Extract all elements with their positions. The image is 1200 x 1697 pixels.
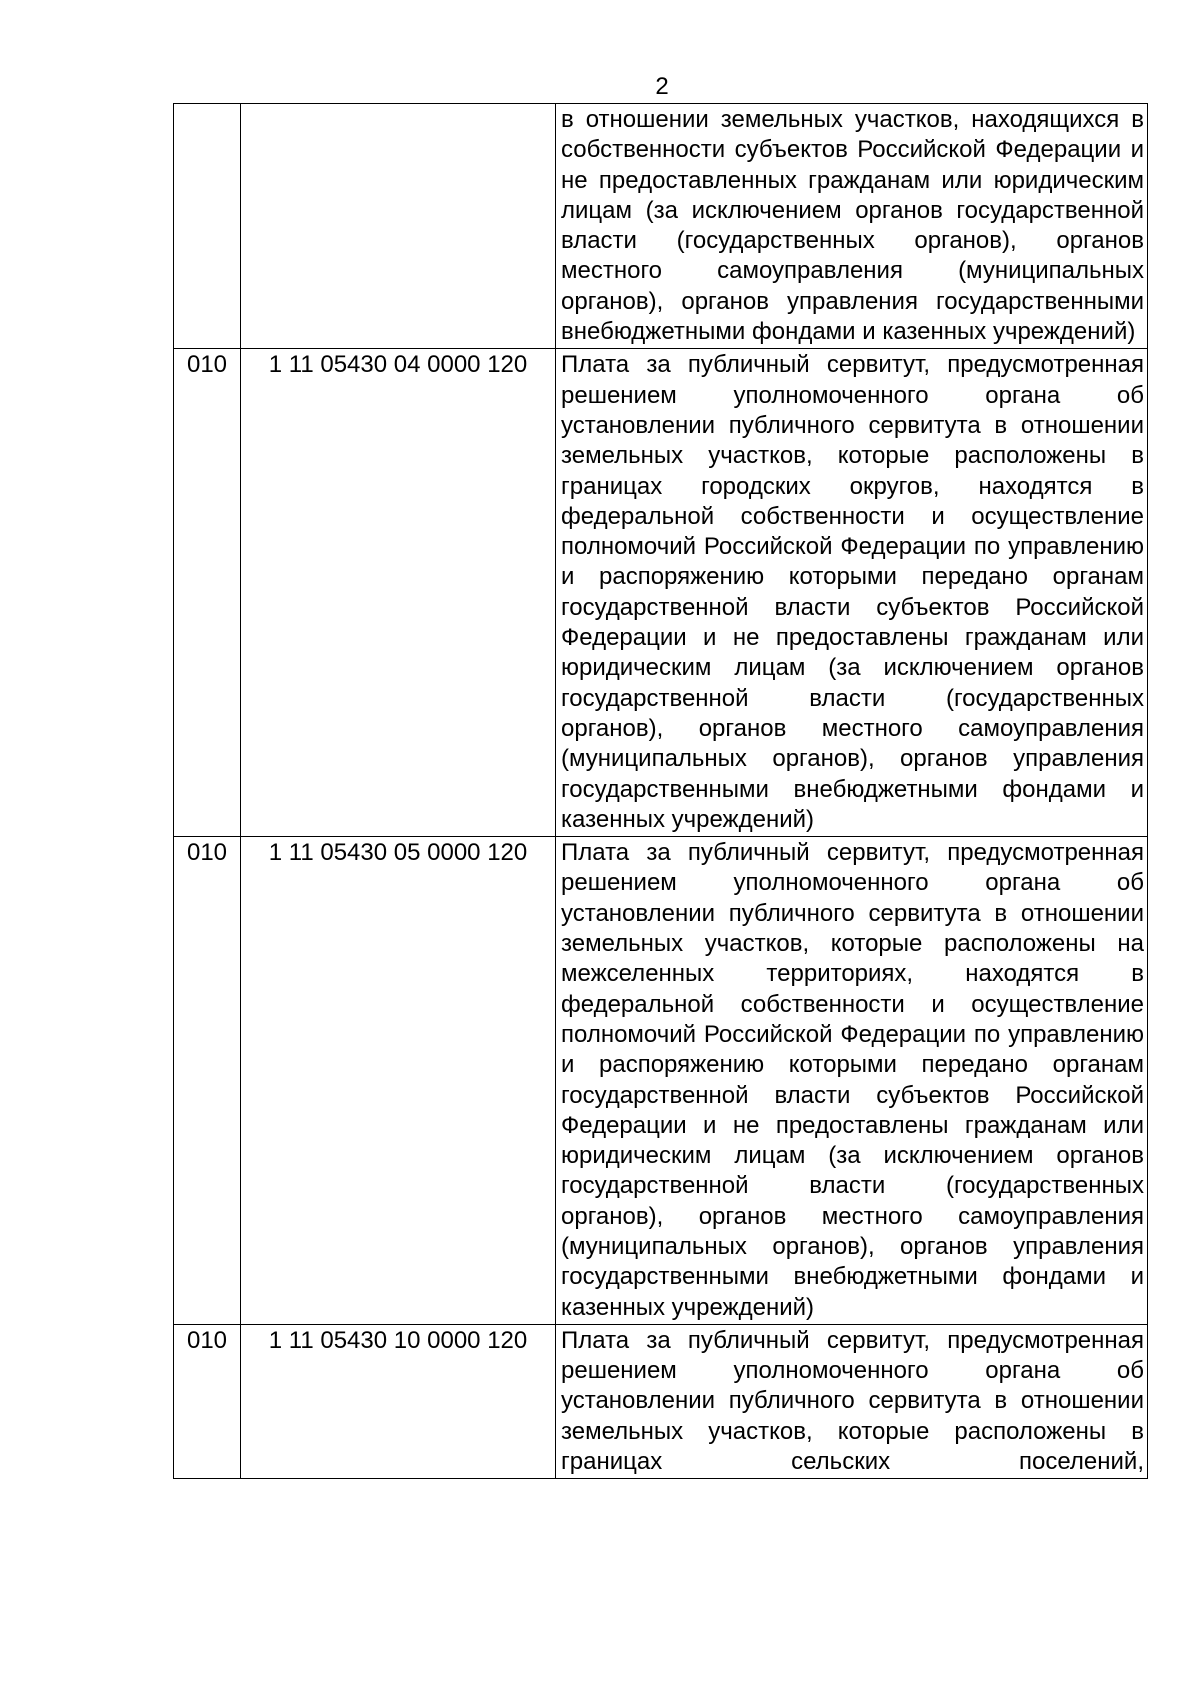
table-row <box>174 837 1148 1325</box>
table-row <box>174 349 1148 837</box>
table-row <box>174 104 1148 349</box>
admin-code-cell: 010 <box>174 837 241 1325</box>
kbk-code-cell <box>241 104 556 349</box>
admin-code-cell: 010 <box>174 1324 241 1478</box>
kbk-code-cell: 1 11 05430 05 0000 120 <box>241 837 556 1325</box>
admin-code-cell <box>174 104 241 349</box>
kbk-code-cell: 1 11 05430 10 0000 120 <box>241 1324 556 1478</box>
description-cell: в отношении земельных участков, находящихся в собственности субъектов Российской Федерации и не предоставленных гражданам или юридическим лицам (за исключением органов государственной власти (государственных органов), органов местного самоуправления (муниципальных органов), органов управления государственными внебюджетными фондами и казенных учреждений) <box>556 104 1148 349</box>
admin-code-cell: 010 <box>174 349 241 837</box>
kbk-code-cell: 1 11 05430 04 0000 120 <box>241 349 556 837</box>
description-cell: Плата за публичный сервитут, предусмотренная решением уполномоченного органа об установлении публичного сервитута в отношении земельных участков, которые расположены на межселенных территориях, находятся в федеральной собственности и осуществление полномочий Российской Федерации по управлению и распоряжению которыми передано органам государственной власти субъектов Российской Федерации и не предоставлены гражданам или юридическим лицам (за исключением органов государственной власти (государственных органов), органов местного самоуправления (муниципальных органов), органов управления государственными внебюджетными фондами и казенных учреждений) <box>556 837 1148 1325</box>
revenue-codes-table <box>173 103 1148 1479</box>
table-row <box>174 1324 1148 1478</box>
description-cell: Плата за публичный сервитут, предусмотренная решением уполномоченного органа об установлении публичного сервитута в отношении земельных участков, которые расположены в границах сельских поселений, <box>556 1324 1148 1478</box>
description-cell: Плата за публичный сервитут, предусмотренная решением уполномоченного органа об установлении публичного сервитута в отношении земельных участков, которые расположены в границах городских округов, находятся в федеральной собственности и осуществление полномочий Российской Федерации по управлению и распоряжению которыми передано органам государственной власти субъектов Российской Федерации и не предоставлены гражданам или юридическим лицам (за исключением органов государственной власти (государственных органов), органов местного самоуправления (муниципальных органов), органов управления государственными внебюджетными фондами и казенных учреждений) <box>556 349 1148 837</box>
page-number: 2 <box>655 73 669 100</box>
